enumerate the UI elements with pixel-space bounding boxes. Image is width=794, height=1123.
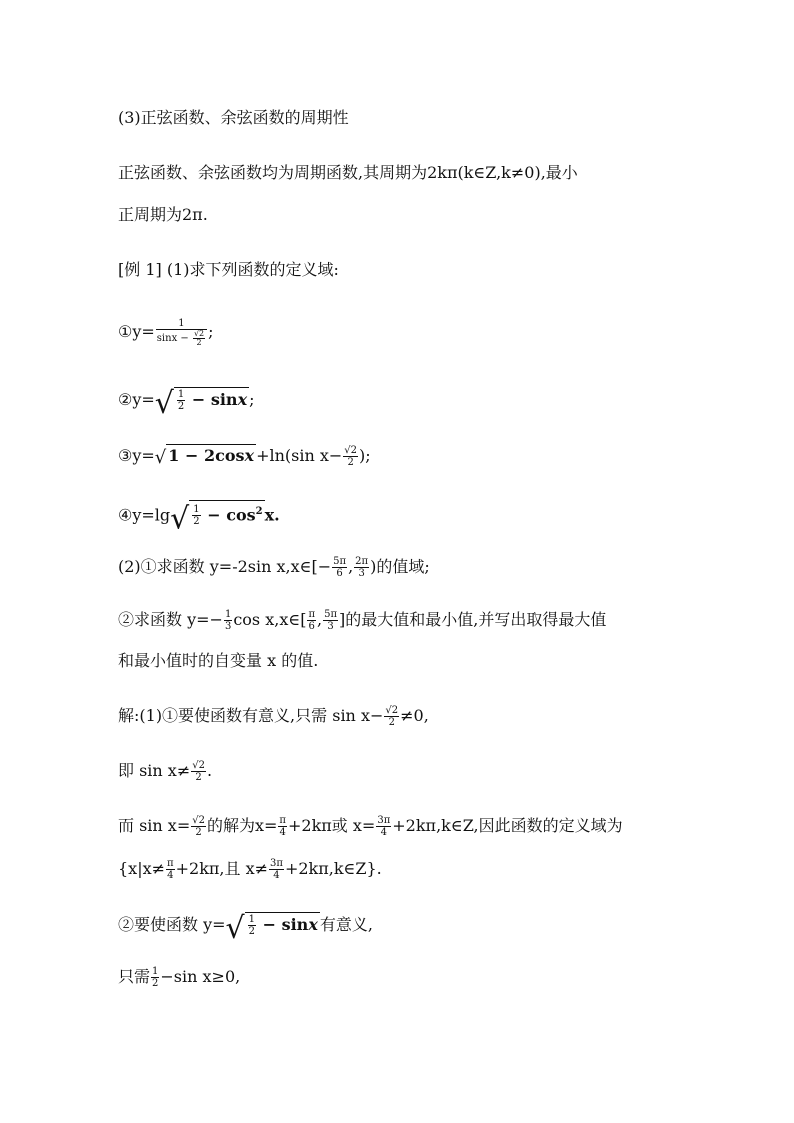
question-2: ②y=√ $\frac{1}{2}$ − sinx ;: [118, 386, 255, 421]
paragraph-line-1: 正弦函数、余弦函数均为周期函数,其周期为2kπ(k∈Z,k≠0),最小: [118, 163, 578, 182]
solution-line-2: 即 sin x≠ $\frac{√2}{2}$ .: [118, 760, 213, 783]
solution-line-4: {x|x≠ $\frac{\pi}{4}$ +2kπ,且 x≠ $\frac{3\pi}{4}$ +2kπ,k∈Z}.: [118, 858, 382, 881]
question-3: ③y=√ 1 − 2cosx +ln(sin x− $\frac{√2}{2}$ );: [118, 445, 371, 468]
paragraph-line-2: 正周期为2π.: [118, 205, 208, 224]
part-2-line-1: (2)①求函数 y=-2sin x,x∈[− $\frac{5\pi}{6}$ , $\frac{2\pi}{3}$ )的值域;: [118, 556, 430, 579]
question-1: ①y= 1 sinx − $\frac{√2}{2}$ ;: [118, 318, 214, 347]
part-2-line-2: ②求函数 y=− $\frac{1}{3}$ cos x,x∈[ $\frac{\pi}{6}$ , $\frac{5\pi}{3}$ ]的最大值和最小值,并写出取得最大值: [118, 609, 607, 632]
sqrt-symbol: √ $\frac{1}{2}$ − $\cos^2$: [170, 501, 263, 537]
solution-line-3: 而 sin x= $\frac{√2}{2}$ 的解为x= $\frac{\pi}{4}$ +2kπ或 x= $\frac{3\pi}{4}$ +2kπ,k∈Z,因此函数的定义域为: [118, 815, 623, 838]
solution-line-1: 解:(1)①要使函数有意义,只需 sin x− $\frac{√2}{2}$ ≠0,: [118, 705, 429, 728]
question-4: ④y=lg√ $\frac{1}{2}$ − $\cos^2 x$.: [118, 501, 280, 537]
sqrt-symbol: √ $\frac{1}{2}$ − sinx: [154, 386, 248, 421]
solution-line-6: 只需 $\frac{1}{2}$ −sin x≥0,: [118, 966, 241, 989]
section-heading: (3)正弦函数、余弦函数的周期性: [118, 108, 349, 127]
example-title: [例 1] (1)求下列函数的定义域:: [118, 260, 339, 279]
sqrt-symbol: √ 1 − 2cosx: [154, 446, 255, 468]
part-2-line-3: 和最小值时的自变量 x 的值.: [118, 651, 319, 670]
fraction: 1 sinx − $\frac{√2}{2}$: [156, 318, 207, 347]
sqrt-symbol: √ $\frac{1}{2}$ − sinx: [225, 911, 318, 946]
solution-line-5: ②要使函数 y=√ $\frac{1}{2}$ − sinx 有意义,: [118, 911, 373, 946]
